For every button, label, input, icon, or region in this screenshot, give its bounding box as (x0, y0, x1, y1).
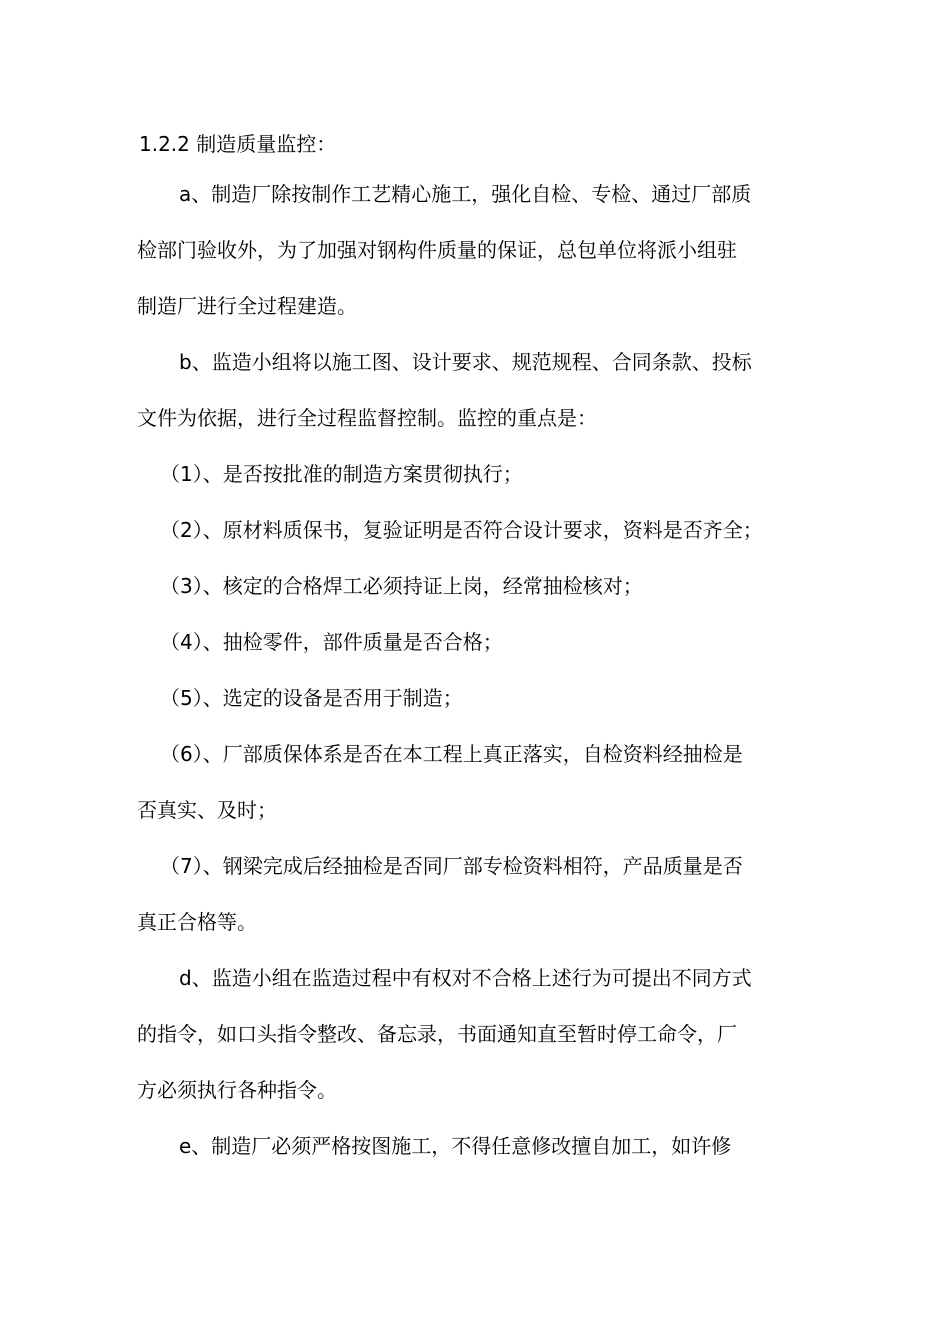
paragraph-line: a、制造厂除按制作工艺精心施工，强化自检、专检、通过厂部质 (179, 182, 752, 206)
section-heading: 1.2.2 制造质量监控： (139, 132, 337, 156)
list-item: （6）、厂部质保体系是否在本工程上真正落实，自检资料经抽检是 (160, 742, 743, 766)
list-item: （3）、核定的合格焊工必须持证上岗，经常抽检核对； (160, 574, 643, 598)
list-item: （5）、选定的设备是否用于制造； (160, 686, 463, 710)
paragraph-line: d、监造小组在监造过程中有权对不合格上述行为可提出不同方式 (179, 966, 752, 990)
paragraph-line: 方必须执行各种指令。 (137, 1078, 337, 1102)
paragraph-line: b、监造小组将以施工图、设计要求、规范规程、合同条款、投标 (179, 350, 752, 374)
paragraph-line: 制造厂进行全过程建造。 (137, 294, 357, 318)
list-item: （7）、钢梁完成后经抽检是否同厂部专检资料相符，产品质量是否 (160, 854, 743, 878)
list-item: （2）、原材料质保书，复验证明是否符合设计要求，资料是否齐全； (160, 518, 763, 542)
list-item-continuation: 真正合格等。 (137, 910, 257, 934)
paragraph-line: 的指令，如口头指令整改、备忘录，书面通知直至暂时停工命令，厂 (137, 1022, 737, 1046)
paragraph-line: 文件为依据，进行全过程监督控制。监控的重点是： (137, 406, 597, 430)
list-item-continuation: 否真实、及时； (137, 798, 277, 822)
list-item: （4）、抽检零件，部件质量是否合格； (160, 630, 503, 654)
paragraph-line: e、制造厂必须严格按图施工，不得任意修改擅自加工，如许修 (179, 1134, 732, 1158)
list-item: （1）、是否按批准的制造方案贯彻执行； (160, 462, 523, 486)
paragraph-line: 检部门验收外，为了加强对钢构件质量的保证，总包单位将派小组驻 (137, 238, 737, 262)
